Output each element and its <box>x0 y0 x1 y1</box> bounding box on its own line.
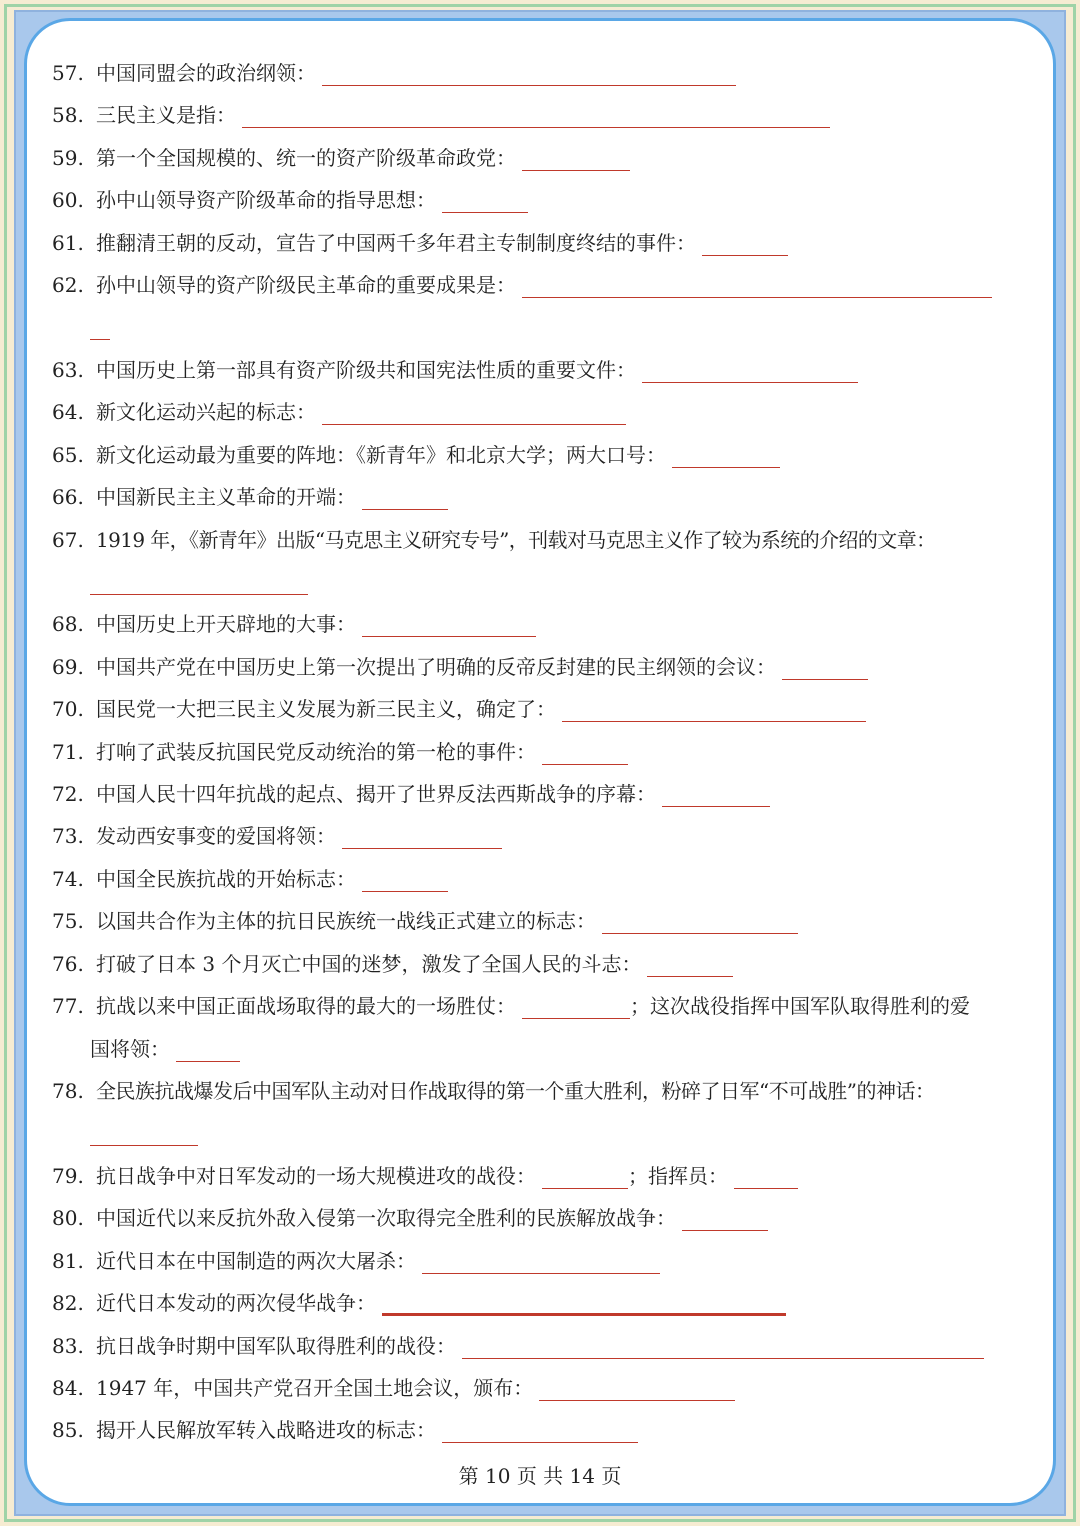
question-77-continuation: 国将领： <box>90 1036 240 1062</box>
answer-blank[interactable] <box>422 1253 660 1274</box>
answer-blank[interactable] <box>176 1041 240 1062</box>
answer-blank[interactable] <box>539 1380 735 1401</box>
answer-blank[interactable] <box>342 828 502 849</box>
question-78-continuation <box>90 1120 198 1146</box>
question-69: 69. 中国共产党在中国历史上第一次提出了明确的反帝反封建的民主纲领的会议： <box>52 654 868 680</box>
question-57: 57. 中国同盟会的政治纲领： <box>52 60 736 86</box>
question-66: 66. 中国新民主主义革命的开端： <box>52 484 448 510</box>
answer-blank[interactable] <box>682 1210 768 1231</box>
question-75: 75. 以国共合作为主体的抗日民族统一战线正式建立的标志： <box>52 908 798 934</box>
question-67-continuation <box>90 569 308 595</box>
question-82: 82. 近代日本发动的两次侵华战争： <box>52 1290 786 1316</box>
answer-blank[interactable] <box>734 1168 798 1189</box>
question-64: 64. 新文化运动兴起的标志： <box>52 399 626 425</box>
answer-blank[interactable] <box>702 235 788 256</box>
question-80: 80. 中国近代以来反抗外敌入侵第一次取得完全胜利的民族解放战争： <box>52 1205 768 1231</box>
question-59: 59. 第一个全国规模的、统一的资产阶级革命政党： <box>52 145 630 171</box>
answer-blank[interactable] <box>90 1125 198 1146</box>
question-83: 83. 抗日战争时期中国军队取得胜利的战役： <box>52 1333 984 1359</box>
question-71: 71. 打响了武装反抗国民党反动统治的第一枪的事件： <box>52 739 628 765</box>
question-70: 70. 国民党一大把三民主义发展为新三民主义，确定了： <box>52 696 866 722</box>
question-65: 65. 新文化运动最为重要的阵地：《新青年》和北京大学；两大口号： <box>52 442 780 468</box>
question-73: 73. 发动西安事变的爱国将领： <box>52 823 502 849</box>
answer-blank[interactable] <box>90 319 110 340</box>
answer-blank[interactable] <box>542 744 628 765</box>
question-72: 72. 中国人民十四年抗战的起点、揭开了世界反法西斯战争的序幕： <box>52 781 770 807</box>
question-68: 68. 中国历史上开天辟地的大事： <box>52 611 536 637</box>
answer-blank[interactable] <box>672 447 780 468</box>
answer-blank[interactable] <box>562 701 866 722</box>
answer-blank[interactable] <box>782 659 868 680</box>
answer-blank[interactable] <box>522 277 992 298</box>
answer-blank[interactable] <box>442 1422 638 1443</box>
question-63: 63. 中国历史上第一部具有资产阶级共和国宪法性质的重要文件： <box>52 357 858 383</box>
answer-blank[interactable] <box>242 107 830 128</box>
question-84: 84. 1947 年，中国共产党召开全国土地会议，颁布： <box>52 1375 735 1401</box>
answer-blank[interactable] <box>462 1338 984 1359</box>
question-60: 60. 孙中山领导资产阶级革命的指导思想： <box>52 187 528 213</box>
question-62: 62. 孙中山领导的资产阶级民主革命的重要成果是： <box>52 272 992 298</box>
answer-blank[interactable] <box>542 1168 628 1189</box>
answer-blank[interactable] <box>642 362 858 383</box>
page-number: 第 10 页 共 14 页 <box>458 1464 622 1488</box>
question-78: 78. 全民族抗战爆发后中国军队主动对日作战取得的第一个重大胜利，粉碎了日军“不可战胜”的神话： <box>52 1079 935 1103</box>
answer-blank[interactable] <box>647 956 733 977</box>
answer-blank[interactable] <box>602 913 798 934</box>
question-77: 77. 抗战以来中国正面战场取得的最大的一场胜仗： ；这次战役指挥中国军队取得胜利的爱 <box>52 994 970 1018</box>
question-67: 67. 1919 年，《新青年》出版“马克思主义研究专号”，刊载对马克思主义作了较为系统的介绍的文章： <box>52 528 936 552</box>
answer-blank[interactable] <box>322 65 736 86</box>
answer-blank[interactable] <box>382 1293 786 1316</box>
answer-blank[interactable] <box>362 871 448 892</box>
answer-blank[interactable] <box>442 192 528 213</box>
answer-blank[interactable] <box>322 404 626 425</box>
question-62-continuation <box>90 314 110 340</box>
question-76: 76. 打破了日本 3 个月灭亡中国的迷梦，激发了全国人民的斗志： <box>52 951 733 977</box>
question-61: 61. 推翻清王朝的反动，宣告了中国两千多年君主专制制度终结的事件： <box>52 230 788 256</box>
answer-blank[interactable] <box>522 998 630 1019</box>
answer-blank[interactable] <box>362 616 536 637</box>
question-79: 79. 抗日战争中对日军发动的一场大规模进攻的战役： ；指挥员： <box>52 1163 798 1189</box>
question-58: 58. 三民主义是指： <box>52 102 830 128</box>
question-81: 81. 近代日本在中国制造的两次大屠杀： <box>52 1248 660 1274</box>
answer-blank[interactable] <box>522 150 630 171</box>
question-74: 74. 中国全民族抗战的开始标志： <box>52 866 448 892</box>
question-85: 85. 揭开人民解放军转入战略进攻的标志： <box>52 1417 638 1443</box>
answer-blank[interactable] <box>662 786 770 807</box>
answer-blank[interactable] <box>362 489 448 510</box>
answer-blank[interactable] <box>90 574 308 595</box>
